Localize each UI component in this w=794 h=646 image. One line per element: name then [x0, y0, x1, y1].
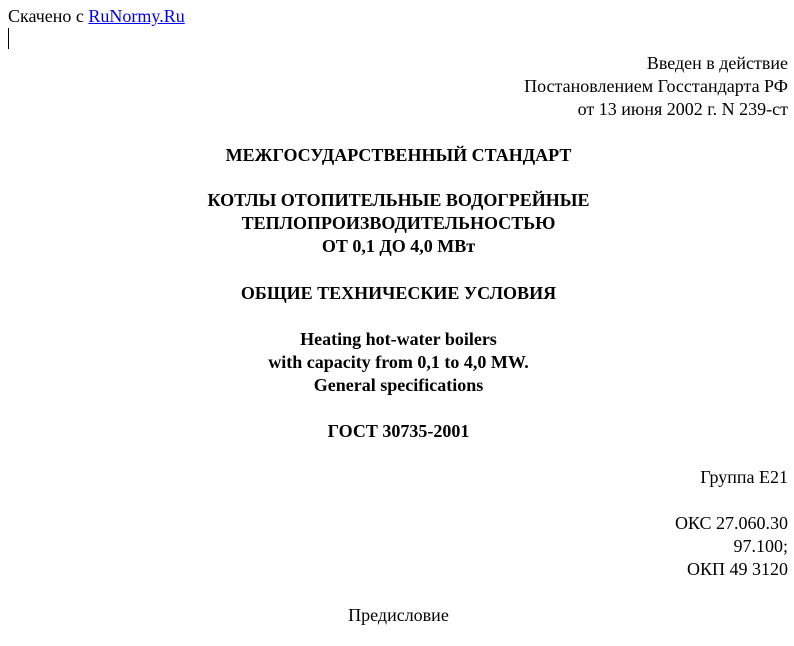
oks-code: ОКС 27.060.30: [674, 513, 788, 533]
adoption-line: Введен в действие: [646, 53, 788, 73]
okp-code: ОКП 49 3120: [686, 559, 788, 579]
title-en-line: Heating hot-water boilers: [300, 329, 497, 349]
adoption-line: Постановлением Госстандарта РФ: [524, 76, 788, 96]
section-heading-foreword: Предисловие: [348, 605, 449, 625]
source-link[interactable]: RuNormy.Ru: [88, 6, 185, 26]
source-prefix: Скачено с: [8, 6, 89, 26]
subtitle-ru: ОБЩИЕ ТЕХНИЧЕСКИЕ УСЛОВИЯ: [240, 283, 557, 303]
title-ru-line: ОТ 0,1 ДО 4,0 МВт: [321, 236, 476, 256]
title-en-line: General specifications: [313, 375, 484, 395]
title-en-line: with capacity from 0,1 to 4,0 MW.: [268, 352, 529, 372]
group-code: Группа Е21: [700, 467, 788, 487]
title-ru-line: ТЕПЛОПРОИЗВОДИТЕЛЬНОСТЬЮ: [241, 213, 556, 233]
designation: ГОСТ 30735-2001: [327, 421, 470, 441]
title-ru-line: КОТЛЫ ОТОПИТЕЛЬНЫЕ ВОДОГРЕЙНЫЕ: [207, 190, 590, 210]
text-caret: [8, 28, 9, 49]
adoption-line: от 13 июня 2002 г. N 239-ст: [577, 99, 788, 119]
standard-type: МЕЖГОСУДАРСТВЕННЫЙ СТАНДАРТ: [225, 145, 572, 165]
oks-code: 97.100;: [733, 536, 788, 556]
source-line: [8, 5, 185, 28]
